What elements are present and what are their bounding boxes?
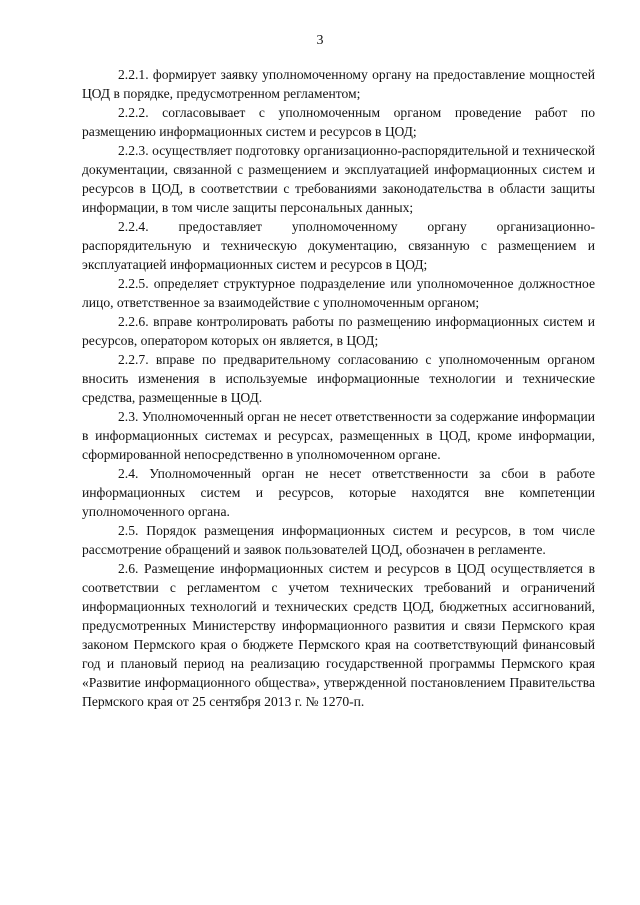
paragraph-2-5: 2.5. Порядок размещения информационных систем и ресурсов, в том числе рассмотрение обращений и заявок пользователей ЦОД, обозначен в регламенте. bbox=[82, 523, 595, 557]
paragraph-2-4: 2.4. Уполномоченный орган не несет ответственности за сбои в работе информационных систем и ресурсов, которые находятся вне компетенции уполномоченного органа. bbox=[82, 466, 595, 519]
paragraph-2-2-3: 2.2.3. осуществляет подготовку организационно-распорядительной и технической документации, связанной с размещением и эксплуатацией информационных систем и ресурсов в ЦОД, в соответствии с требованиями законодательства в области защиты информации, в том числе защиты персональных данных; bbox=[82, 143, 595, 215]
paragraph-2-2-2: 2.2.2. согласовывает с уполномоченным органом проведение работ по размещению информационных систем и ресурсов в ЦОД; bbox=[82, 105, 595, 139]
page-number: 3 bbox=[316, 33, 324, 48]
paragraph-2-2-1: 2.2.1. формирует заявку уполномоченному органу на предоставление мощностей ЦОД в порядке, предусмотренном регламентом; bbox=[82, 67, 595, 101]
paragraph-2-2-6: 2.2.6. вправе контролировать работы по размещению информационных систем и ресурсов, оператором которых он является, в ЦОД; bbox=[82, 314, 595, 348]
paragraph-2-2-7: 2.2.7. вправе по предварительному согласованию с уполномоченным органом вносить изменения в используемые информационные технологии и технические средства, размещенные в ЦОД. bbox=[82, 352, 595, 405]
paragraph-2-3: 2.3. Уполномоченный орган не несет ответственности за содержание информации в информационных системах и ресурсах, размещенных в ЦОД, кроме информации, сформированной непосредственно в уполномоченном органе. bbox=[82, 409, 595, 462]
paragraph-2-6: 2.6. Размещение информационных систем и ресурсов в ЦОД осуществляется в соответствии с регламентом с учетом технических требований и ограничений информационных технологий и технических средств ЦОД, бюджетных ассигнований, предусмотренных Министерству информационного развития и связи Пермского края законом Пермского края о бюджете Пермского края на соответствующий финансовый год и плановый период на реализацию государственной программы Пермского края «Развитие информационного общества», утвержденной постановлением Правительства Пермского края от 25 сентября 2013 г. № 1270-п. bbox=[82, 561, 595, 709]
document-body bbox=[82, 65, 595, 711]
paragraph-2-2-5: 2.2.5. определяет структурное подразделение или уполномоченное должностное лицо, ответственное за взаимодействие с уполномоченным органом; bbox=[82, 276, 595, 310]
paragraph-2-2-4: 2.2.4. предоставляет уполномоченному органу организационно-распорядительную и техническую документацию, связанную с размещением и эксплуатацией информационных систем и ресурсов в ЦОД; bbox=[82, 219, 595, 272]
